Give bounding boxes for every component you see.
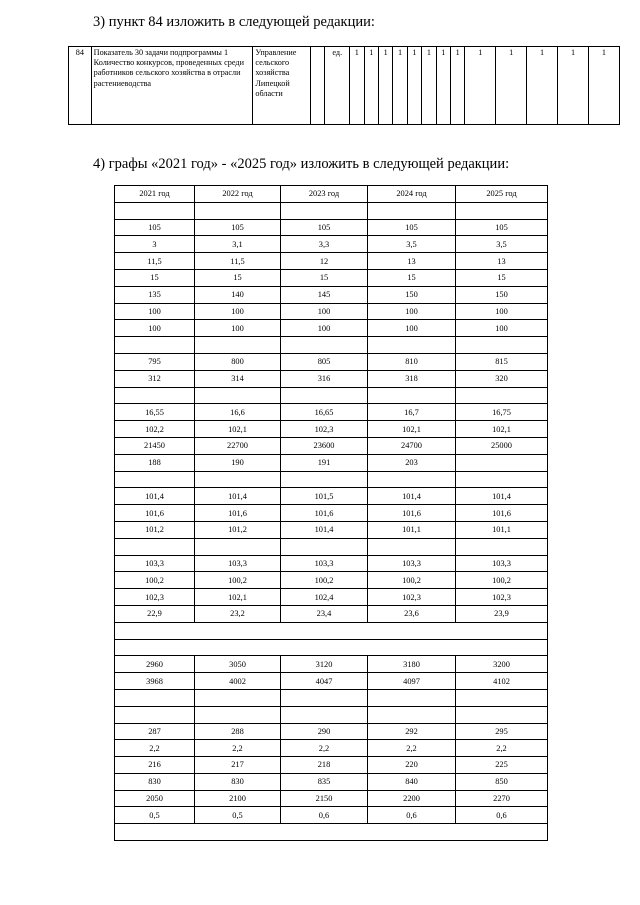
table-cell: 190 — [195, 454, 281, 471]
table-cell: 4097 — [368, 673, 456, 690]
table-cell: 835 — [281, 773, 368, 790]
table-cell: 23,2 — [195, 605, 281, 622]
value-cell: 1 — [436, 47, 450, 125]
table-cell: 102,1 — [195, 589, 281, 606]
table-cell: 15 — [115, 269, 195, 286]
header-2022: 2022 год — [195, 186, 281, 203]
table-row — [115, 387, 548, 404]
table-cell: 23600 — [281, 437, 368, 454]
table-cell — [281, 538, 368, 555]
table-cell: 2,2 — [115, 740, 195, 757]
table-cell: 101,4 — [195, 488, 281, 505]
table-row — [115, 286, 548, 303]
table-cell: 815 — [456, 353, 548, 370]
header-2021: 2021 год — [115, 186, 195, 203]
table-cell: 100 — [281, 303, 368, 320]
table-cell: 218 — [281, 757, 368, 774]
table-cell: 0,6 — [456, 807, 548, 824]
value-cell: 1 — [527, 47, 558, 125]
table-row — [115, 790, 548, 807]
table-cell: 103,3 — [195, 555, 281, 572]
table-cell — [195, 471, 281, 488]
table-cell: 3 — [115, 236, 195, 253]
table-cell: 318 — [368, 370, 456, 387]
table-row — [115, 572, 548, 589]
table-cell — [281, 689, 368, 706]
responsible-executor: Управление сельского хозяйства Липецкой области — [253, 47, 311, 125]
table-cell: 203 — [368, 454, 456, 471]
table-cell: 191 — [281, 454, 368, 471]
merged-empty-cell — [115, 622, 548, 639]
value-cell: 1 — [588, 47, 619, 125]
table-cell: 3,5 — [456, 236, 548, 253]
table-cell: 23,6 — [368, 605, 456, 622]
table-cell: 2200 — [368, 790, 456, 807]
table-cell — [456, 337, 548, 354]
table-cell: 22700 — [195, 437, 281, 454]
table-cell: 103,3 — [281, 555, 368, 572]
table-cell: 312 — [115, 370, 195, 387]
table-cell: 100,2 — [115, 572, 195, 589]
blank-cell — [311, 47, 325, 125]
table-cell: 13 — [456, 253, 548, 270]
table-cell: 805 — [281, 353, 368, 370]
table-cell: 16,65 — [281, 404, 368, 421]
table-cell: 3,1 — [195, 236, 281, 253]
table-cell: 288 — [195, 723, 281, 740]
table-row — [115, 656, 548, 673]
table-row — [115, 337, 548, 354]
table-cell — [115, 387, 195, 404]
table-cell: 135 — [115, 286, 195, 303]
point-number: 84 — [69, 47, 92, 125]
table-cell: 16,7 — [368, 404, 456, 421]
table-cell: 11,5 — [195, 253, 281, 270]
value-cell: 1 — [558, 47, 589, 125]
table-cell: 101,2 — [195, 521, 281, 538]
table-cell: 216 — [115, 757, 195, 774]
table-cell — [195, 202, 281, 219]
table-cell: 810 — [368, 353, 456, 370]
table-cell: 101,2 — [115, 521, 195, 538]
table-cell: 15 — [456, 269, 548, 286]
table-row — [115, 488, 548, 505]
table-cell: 100 — [281, 320, 368, 337]
table-cell: 0,6 — [281, 807, 368, 824]
table-row — [115, 689, 548, 706]
table-cell: 101,6 — [195, 505, 281, 522]
table-cell — [368, 202, 456, 219]
table-cell: 2960 — [115, 656, 195, 673]
table-cell: 2,2 — [281, 740, 368, 757]
table-cell: 2150 — [281, 790, 368, 807]
table-cell — [195, 387, 281, 404]
table-cell — [281, 387, 368, 404]
table-cell: 101,1 — [456, 521, 548, 538]
table-cell: 292 — [368, 723, 456, 740]
table-cell: 100 — [115, 303, 195, 320]
table-cell: 0,5 — [115, 807, 195, 824]
table-cell: 290 — [281, 723, 368, 740]
years-table-body — [115, 202, 548, 840]
table-row — [115, 219, 548, 236]
table-row — [115, 303, 548, 320]
table-cell: 100,2 — [456, 572, 548, 589]
table-cell: 15 — [368, 269, 456, 286]
table-cell — [195, 706, 281, 723]
table-cell: 188 — [115, 454, 195, 471]
table-cell: 23,4 — [281, 605, 368, 622]
table-cell: 316 — [281, 370, 368, 387]
table-cell: 16,6 — [195, 404, 281, 421]
table-cell: 100 — [195, 303, 281, 320]
table-cell: 225 — [456, 757, 548, 774]
header-2025: 2025 год — [456, 186, 548, 203]
table-cell: 103,3 — [115, 555, 195, 572]
table-row — [115, 740, 548, 757]
table-cell — [115, 202, 195, 219]
table-cell: 800 — [195, 353, 281, 370]
table-row — [115, 622, 548, 639]
years-header-row — [115, 186, 548, 203]
table-cell: 830 — [195, 773, 281, 790]
table-cell: 4047 — [281, 673, 368, 690]
table-cell: 150 — [456, 286, 548, 303]
table-cell: 101,4 — [115, 488, 195, 505]
table-cell: 102,1 — [195, 421, 281, 438]
table-cell: 2050 — [115, 790, 195, 807]
merged-empty-cell — [115, 824, 548, 841]
table-cell — [115, 706, 195, 723]
table-cell: 22,9 — [115, 605, 195, 622]
table-cell: 102,1 — [456, 421, 548, 438]
table-cell: 217 — [195, 757, 281, 774]
header-2023: 2023 год — [281, 186, 368, 203]
table-cell — [115, 337, 195, 354]
value-cell: 1 — [393, 47, 407, 125]
table-row — [115, 471, 548, 488]
table-cell: 840 — [368, 773, 456, 790]
table-cell: 150 — [368, 286, 456, 303]
table-cell: 2,2 — [368, 740, 456, 757]
table-cell: 0,5 — [195, 807, 281, 824]
table-cell — [195, 538, 281, 555]
table-cell: 101,4 — [368, 488, 456, 505]
table-cell: 101,5 — [281, 488, 368, 505]
table-cell — [456, 202, 548, 219]
table-row — [115, 706, 548, 723]
table-row — [115, 639, 548, 656]
table-row — [115, 370, 548, 387]
table-row — [115, 723, 548, 740]
table-cell: 145 — [281, 286, 368, 303]
table-cell: 3,5 — [368, 236, 456, 253]
table-row — [115, 236, 548, 253]
table-cell: 287 — [115, 723, 195, 740]
table-cell: 101,4 — [281, 521, 368, 538]
table-row — [115, 454, 548, 471]
table-cell — [456, 454, 548, 471]
header-2024: 2024 год — [368, 186, 456, 203]
table-cell — [368, 706, 456, 723]
table-cell — [281, 471, 368, 488]
table-cell — [281, 337, 368, 354]
table-cell: 102,3 — [115, 589, 195, 606]
table-cell — [456, 689, 548, 706]
table-cell: 16,75 — [456, 404, 548, 421]
table-cell — [195, 337, 281, 354]
table-cell — [368, 471, 456, 488]
table-cell — [115, 471, 195, 488]
table-cell: 101,1 — [368, 521, 456, 538]
table-cell: 100 — [195, 320, 281, 337]
table-row — [115, 320, 548, 337]
table-row — [115, 673, 548, 690]
value-cell: 1 — [364, 47, 378, 125]
table-row — [115, 589, 548, 606]
table-cell: 2100 — [195, 790, 281, 807]
table-cell: 101,6 — [368, 505, 456, 522]
table-cell — [115, 538, 195, 555]
table-cell — [195, 689, 281, 706]
table-cell: 102,2 — [115, 421, 195, 438]
table-cell: 100,2 — [281, 572, 368, 589]
table-row — [115, 202, 548, 219]
table-row — [115, 807, 548, 824]
table-row — [115, 521, 548, 538]
table-cell: 105 — [281, 219, 368, 236]
table-cell: 100,2 — [195, 572, 281, 589]
table-cell: 101,6 — [115, 505, 195, 522]
table-cell: 105 — [456, 219, 548, 236]
table-cell: 100,2 — [368, 572, 456, 589]
table-cell: 4102 — [456, 673, 548, 690]
table-row — [115, 437, 548, 454]
table-cell: 3050 — [195, 656, 281, 673]
table-cell: 3200 — [456, 656, 548, 673]
table-cell: 23,9 — [456, 605, 548, 622]
table-cell: 4002 — [195, 673, 281, 690]
table-cell — [456, 387, 548, 404]
table-cell: 105 — [368, 219, 456, 236]
table-row — [115, 773, 548, 790]
table-cell — [115, 689, 195, 706]
table-row — [115, 757, 548, 774]
value-cell: 1 — [422, 47, 436, 125]
table-row — [115, 605, 548, 622]
table-cell: 105 — [115, 219, 195, 236]
table-cell — [281, 202, 368, 219]
table-cell: 12 — [281, 253, 368, 270]
table-cell: 220 — [368, 757, 456, 774]
table-cell: 102,3 — [281, 421, 368, 438]
table-cell: 295 — [456, 723, 548, 740]
table-cell — [368, 538, 456, 555]
table-row — [115, 505, 548, 522]
table-cell: 101,4 — [456, 488, 548, 505]
table-cell: 2,2 — [456, 740, 548, 757]
table-cell — [281, 706, 368, 723]
table-cell: 100 — [368, 303, 456, 320]
table-cell: 103,3 — [368, 555, 456, 572]
table-row — [115, 404, 548, 421]
table-cell: 11,5 — [115, 253, 195, 270]
table-row — [115, 555, 548, 572]
table-cell: 314 — [195, 370, 281, 387]
table-cell: 24700 — [368, 437, 456, 454]
table-cell: 3180 — [368, 656, 456, 673]
table-cell — [368, 387, 456, 404]
merged-empty-cell — [115, 639, 548, 656]
table-cell: 103,3 — [456, 555, 548, 572]
table-cell: 3968 — [115, 673, 195, 690]
table-cell: 21450 — [115, 437, 195, 454]
point-84-row — [69, 47, 620, 125]
table-cell: 101,6 — [456, 505, 548, 522]
table-cell: 100 — [115, 320, 195, 337]
value-cell: 1 — [407, 47, 421, 125]
table-cell: 3,3 — [281, 236, 368, 253]
table-cell — [456, 538, 548, 555]
table-cell: 15 — [281, 269, 368, 286]
table-cell: 830 — [115, 773, 195, 790]
table-cell: 850 — [456, 773, 548, 790]
table-row — [115, 421, 548, 438]
table-cell — [456, 706, 548, 723]
table-cell: 101,6 — [281, 505, 368, 522]
table-cell: 3120 — [281, 656, 368, 673]
table-cell: 2,2 — [195, 740, 281, 757]
table-row — [115, 538, 548, 555]
table-cell: 100 — [456, 303, 548, 320]
value-cell: 1 — [350, 47, 364, 125]
table-cell: 102,1 — [368, 421, 456, 438]
point-84-table — [68, 46, 620, 125]
table-cell: 105 — [195, 219, 281, 236]
table-cell: 102,4 — [281, 589, 368, 606]
table-cell — [456, 471, 548, 488]
table-row — [115, 253, 548, 270]
table-row — [115, 269, 548, 286]
table-cell: 25000 — [456, 437, 548, 454]
value-cell: 1 — [378, 47, 392, 125]
table-cell: 16,55 — [115, 404, 195, 421]
table-cell: 13 — [368, 253, 456, 270]
table-row — [115, 353, 548, 370]
table-cell: 795 — [115, 353, 195, 370]
table-cell — [368, 337, 456, 354]
table-cell: 0,6 — [368, 807, 456, 824]
table-cell — [368, 689, 456, 706]
table-cell: 100 — [368, 320, 456, 337]
value-cell: 1 — [450, 47, 464, 125]
table-cell: 320 — [456, 370, 548, 387]
indicator-name: Показатель 30 задачи подпрограммы 1 Количество конкурсов, проведенных среди работников сельского хозяйства в отрасли растениеводства — [91, 47, 253, 125]
unit-cell: ед. — [325, 47, 350, 125]
section-3-heading: 3) пункт 84 изложить в следующей редакции: — [93, 14, 375, 30]
table-cell: 140 — [195, 286, 281, 303]
value-cell: 1 — [496, 47, 527, 125]
table-row — [115, 824, 548, 841]
table-cell: 2270 — [456, 790, 548, 807]
section-4-heading: 4) графы «2021 год» - «2025 год» изложить в следующей редакции: — [93, 156, 510, 172]
years-table — [114, 185, 548, 841]
value-cell: 1 — [465, 47, 496, 125]
table-cell: 100 — [456, 320, 548, 337]
table-cell: 102,3 — [368, 589, 456, 606]
table-cell: 15 — [195, 269, 281, 286]
table-cell: 102,3 — [456, 589, 548, 606]
